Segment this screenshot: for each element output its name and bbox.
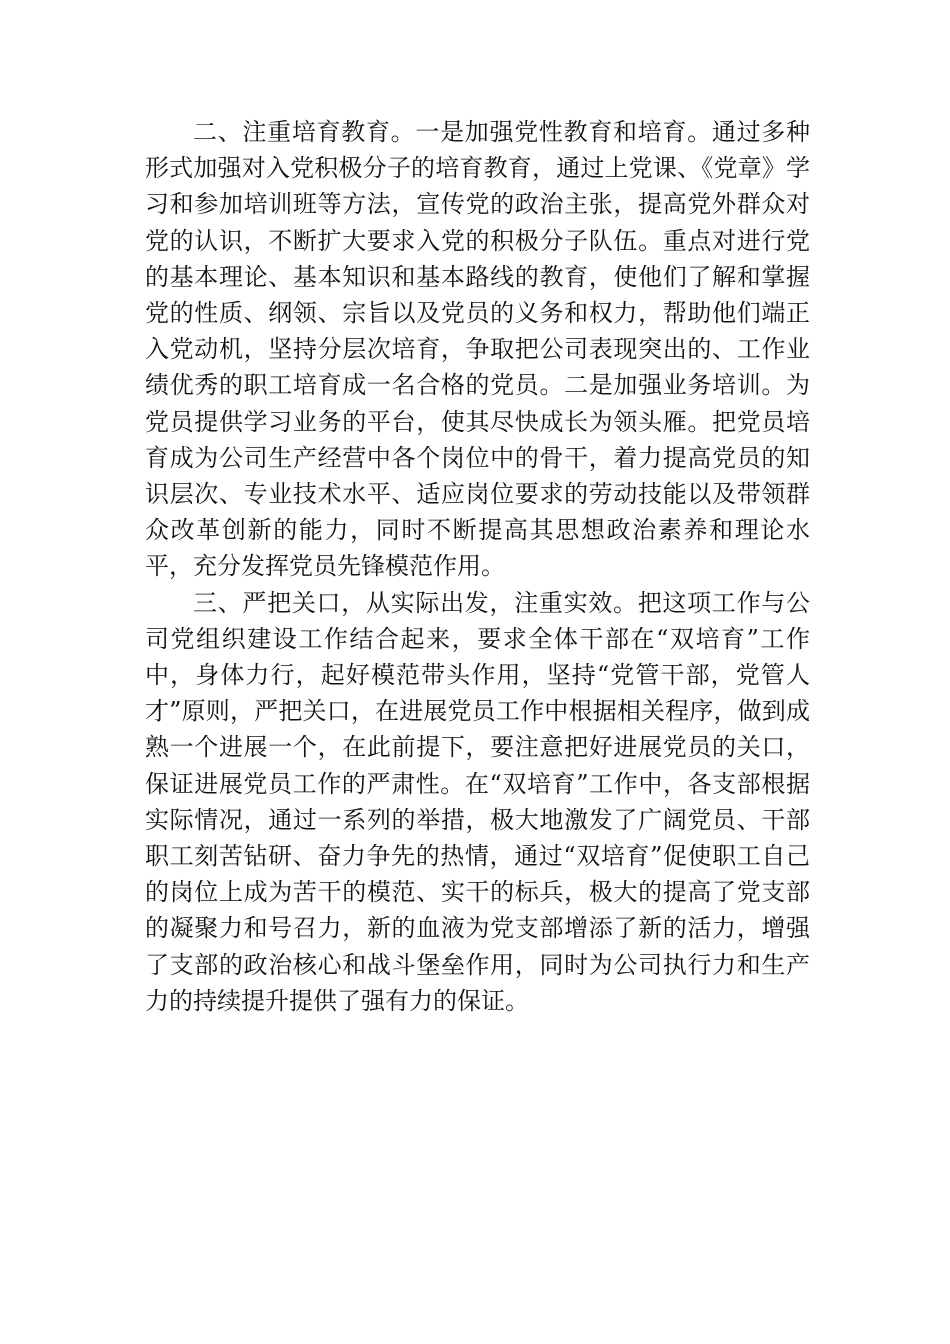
paragraph-strict-gatekeeping: 三、严把关口，从实际出发，注重实效。把这项工作与公司党组织建设工作结合起来，要求全体干部在“双培育”工作中，身体力行，起好模范带头作用，坚持“党管干部，党管人才”原则，严把关口，在进展党员工作中根据相关程序，做到成熟一个进展一个，在此前提下，要注意把好进展党员的关口，保证进展党员工作的严肃性。在“双培育”工作中，各支部根据实际情况，通过一系列的举措，极大地激发了广阔党员、干部职工刻苦钻研、奋力争先的热情，通过“双培育”促使职工自己的岗位上成为苦干的模范、实干的标兵，极大的提高了党支部的凝聚力和号召力，新的血液为党支部增添了新的活力，增强了支部的政治核心和战斗堡垒作用，同时为公司执行力和生产力的持续提升提供了强有力的保证。 bbox=[145, 588, 810, 1015]
paragraph-training-education: 二、注重培育教育。一是加强党性教育和培育。通过多种形式加强对入党积极分子的培育教育，通过上党课、《党章》学习和参加培训班等方法，宣传党的政治主张，提高党外群众对党的认识，不断扩大要求入党的积极分子队伍。重点对进行党的基本理论、基本知识和基本路线的教育，使他们了解和掌握党的性质、纲领、宗旨以及党员的义务和权力，帮助他们端正入党动机，坚持分层次培育，争取把公司表现突出的、工作业绩优秀的职工培育成一名合格的党员。二是加强业务培训。为党员提供学习业务的平台，使其尽快成长为领头雁。把党员培育成为公司生产经营中各个岗位中的骨干，着力提高党员的知识层次、专业技术水平、适应岗位要求的劳动技能以及带领群众改革创新的能力，同时不断提高其思想政治素养和理论水平，充分发挥党员先锋模范作用。 bbox=[145, 118, 810, 581]
body-text bbox=[145, 114, 810, 1019]
